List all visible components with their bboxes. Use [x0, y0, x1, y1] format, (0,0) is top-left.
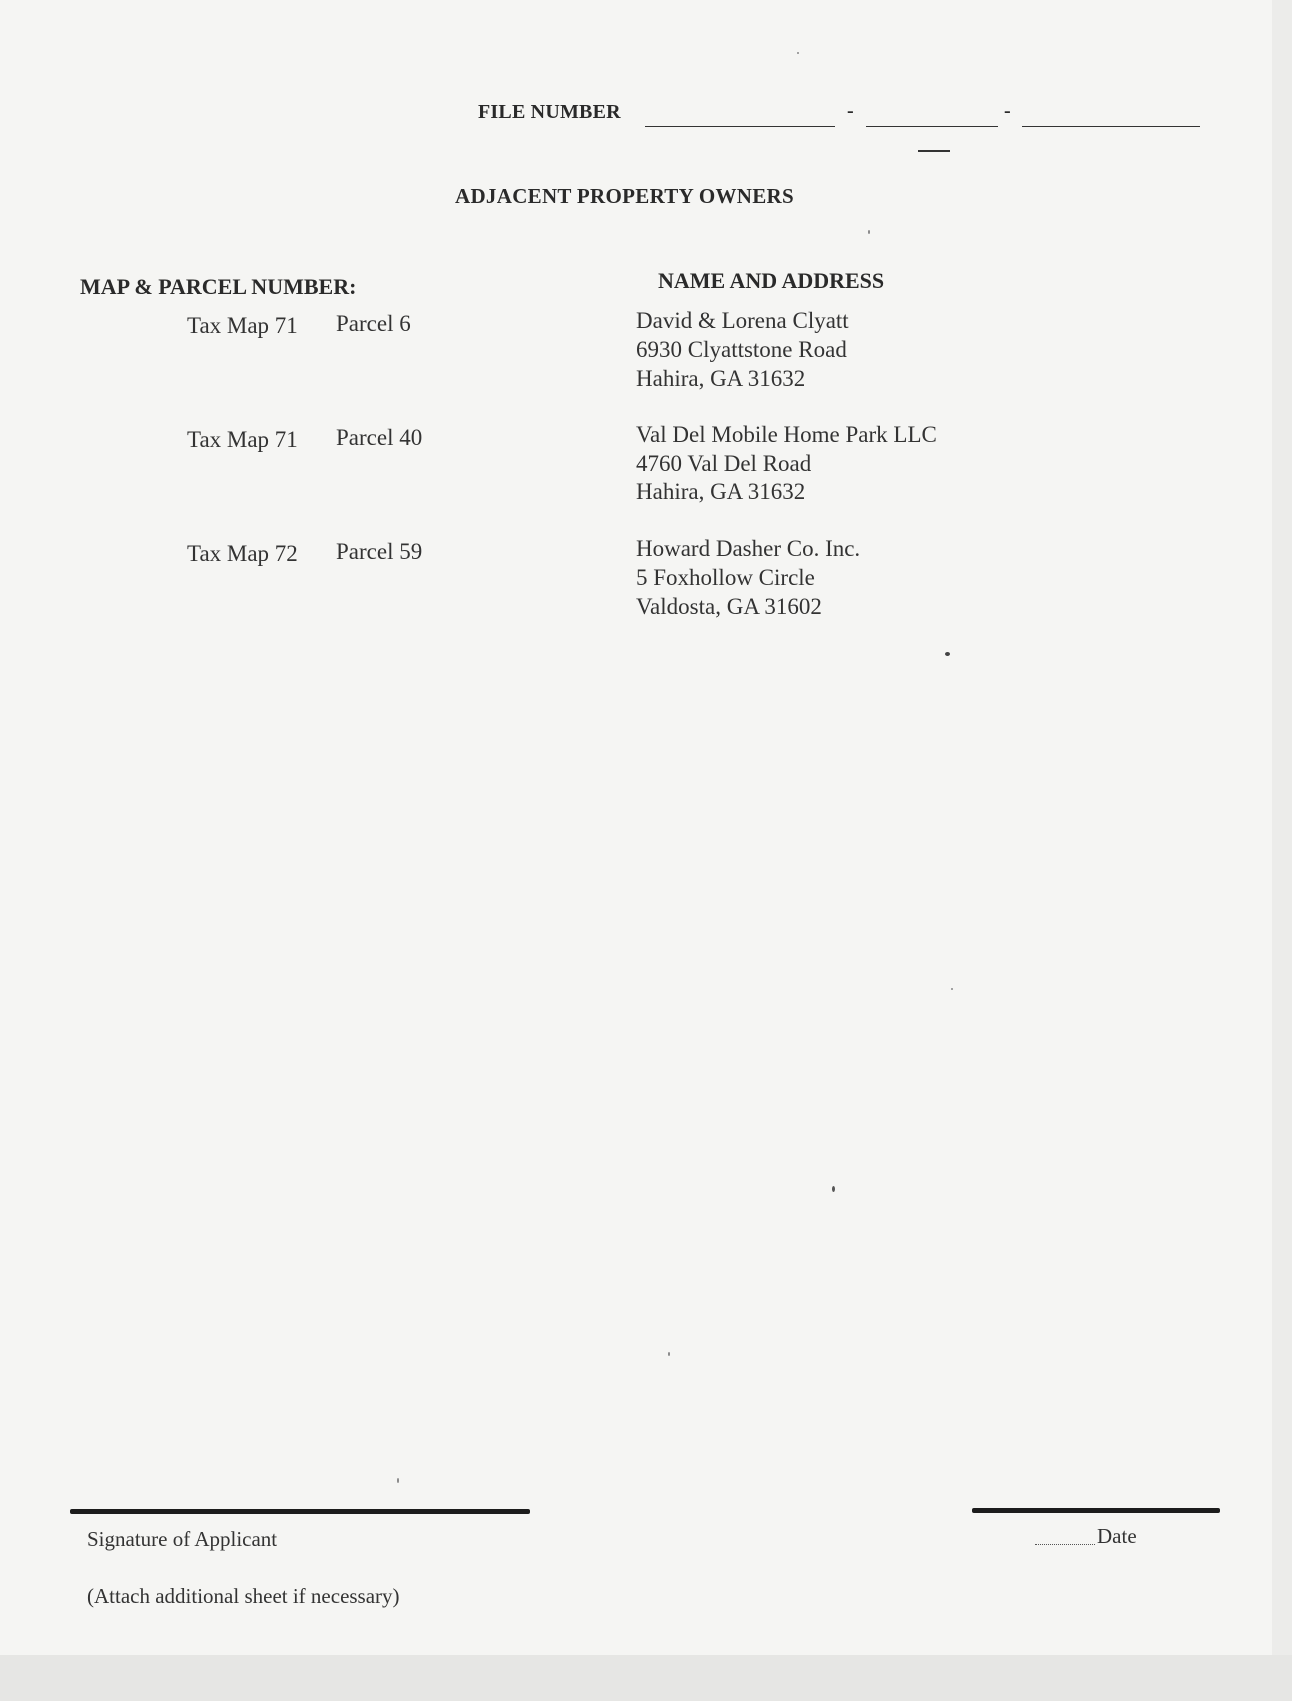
scan-edge-bottom	[0, 1655, 1292, 1701]
date-label: Date	[1097, 1524, 1137, 1548]
scan-speck	[668, 1352, 670, 1356]
file-number-separator-1: -	[847, 100, 854, 122]
scan-speck	[951, 988, 953, 990]
scan-speck	[832, 1186, 835, 1192]
file-number-blank-2[interactable]	[866, 126, 998, 127]
date-line[interactable]	[972, 1508, 1220, 1513]
entry-1-tax-map: Tax Map 71	[187, 313, 298, 338]
entry-3-tax-map: Tax Map 72	[187, 541, 298, 566]
entry-2-owner-name: Val Del Mobile Home Park LLC	[636, 422, 937, 447]
file-number-separator-2: -	[1004, 100, 1011, 122]
scan-speck	[797, 52, 799, 54]
entry-2-tax-map: Tax Map 71	[187, 427, 298, 452]
date-leader-dots	[1035, 1544, 1095, 1545]
signature-line[interactable]	[70, 1509, 530, 1514]
scan-mark	[918, 150, 950, 152]
file-number-blank-1[interactable]	[645, 126, 835, 127]
scan-speck	[945, 652, 950, 656]
page-title: ADJACENT PROPERTY OWNERS	[455, 184, 794, 208]
entry-3-parcel: Parcel 59	[336, 539, 423, 564]
signature-label: Signature of Applicant	[87, 1527, 278, 1551]
entry-2-city: Hahira, GA 31632	[636, 479, 806, 504]
file-number-blank-3[interactable]	[1022, 126, 1200, 127]
scan-speck	[397, 1478, 399, 1483]
entry-1-parcel: Parcel 6	[336, 311, 411, 336]
entry-2-street: 4760 Val Del Road	[636, 451, 812, 476]
scan-speck	[868, 230, 870, 234]
entry-1-city: Hahira, GA 31632	[636, 366, 806, 391]
attach-note: (Attach additional sheet if necessary)	[87, 1584, 400, 1608]
entry-3-street: 5 Foxhollow Circle	[636, 565, 815, 590]
entry-3-city: Valdosta, GA 31602	[636, 594, 822, 619]
map-parcel-header: MAP & PARCEL NUMBER:	[80, 274, 357, 299]
scan-edge-right	[1272, 0, 1292, 1701]
entry-3-owner-name: Howard Dasher Co. Inc.	[636, 536, 861, 561]
name-address-header: NAME AND ADDRESS	[658, 268, 885, 293]
entry-1-street: 6930 Clyattstone Road	[636, 337, 847, 362]
file-number-label: FILE NUMBER	[478, 101, 621, 123]
entry-2-parcel: Parcel 40	[336, 425, 423, 450]
entry-1-owner-name: David & Lorena Clyatt	[636, 308, 849, 333]
